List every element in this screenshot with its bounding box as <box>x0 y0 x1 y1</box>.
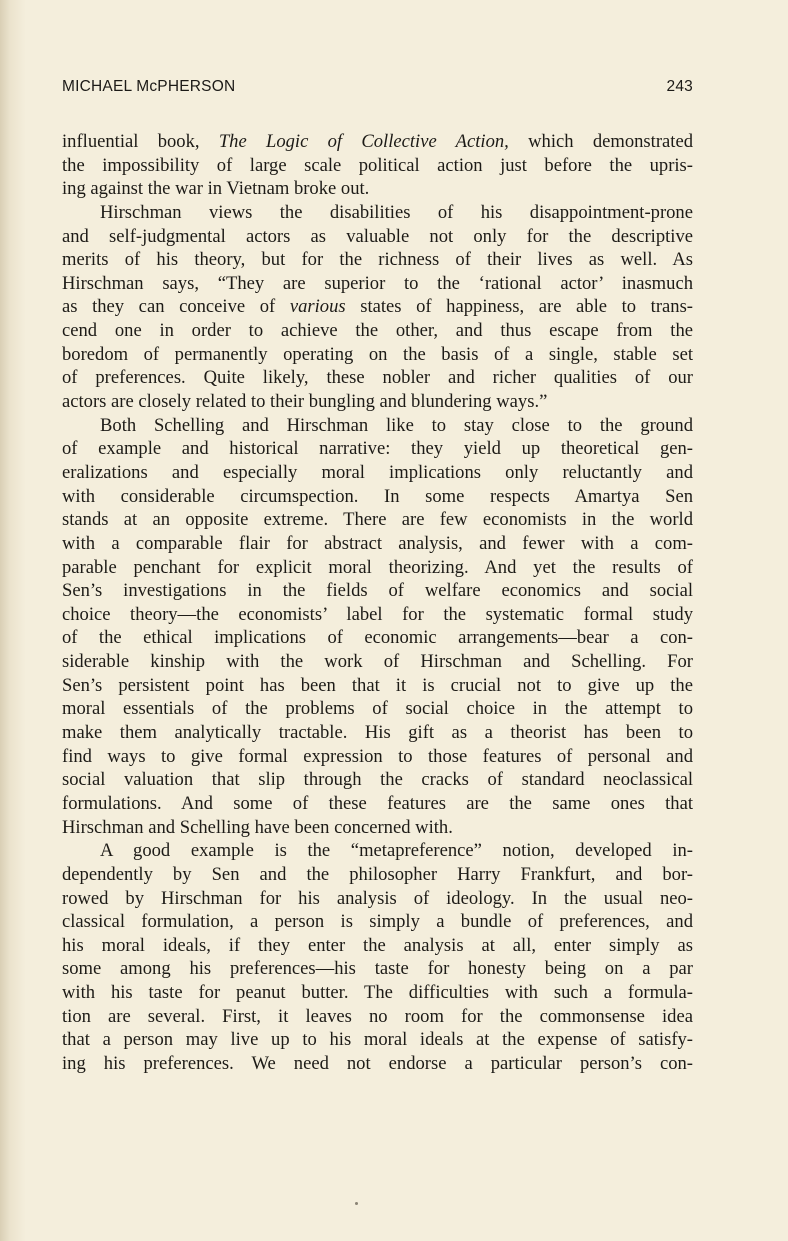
text-line: that a person may live up to his moral ideals at the expense of satisfy- <box>62 1029 693 1051</box>
text-line: of preferences. Quite likely, these nobler and richer qualities of our <box>62 367 693 389</box>
text-line: actors are closely related to their bungling and blundering ways.” <box>62 391 548 413</box>
paragraph-start: Hirschman views the disabilities of his disappointment-prone <box>100 201 693 223</box>
text-line: Hirschman and Schelling have been concerned with. <box>62 816 453 838</box>
text-line: tion are several. First, it leaves no room for the commonsense idea <box>62 1005 693 1027</box>
text-line: find ways to give formal expression to those features of personal and <box>62 745 693 767</box>
text-line: eralizations and especially moral implications only reluctantly and <box>62 461 693 483</box>
text-line: merits of his theory, but for the richness of their lives as well. As <box>62 249 693 271</box>
paper-speck <box>355 1202 358 1205</box>
text-line: with considerable circumspection. In some respects Amartya Sen <box>62 485 693 507</box>
text-line: ing against the war in Vietnam broke out. <box>62 178 370 200</box>
text-line: formulations. And some of these features are the same ones that <box>62 792 693 814</box>
text-line: his moral ideals, if they enter the analysis at all, enter simply as <box>62 934 693 956</box>
text-line: make them analytically tractable. His gift as a theorist has been to <box>62 722 693 744</box>
text-line: some among his preferences—his taste for honesty being on a par <box>62 958 693 980</box>
text-line: the impossibility of large scale political action just before the upris- <box>62 154 693 176</box>
text-line: of the ethical implications of economic arrangements—bear a con- <box>62 627 693 649</box>
text-line: parable penchant for explicit moral theorizing. And yet the results of <box>62 556 693 578</box>
text-line: classical formulation, a person is simply a bundle of preferences, and <box>62 911 693 933</box>
emphasis: various <box>289 296 346 318</box>
text-line: Hirschman says, “They are superior to the ‘rational actor’ inasmuch <box>62 272 693 294</box>
text-line: stands at an opposite extreme. There are few economists in the world <box>62 509 693 531</box>
text-line: with his taste for peanut butter. The difficulties with such a formula- <box>62 982 693 1004</box>
text-line: Sen’s persistent point has been that it is crucial not to give up the <box>62 674 693 696</box>
text-line: ing his preferences. We need not endorse a particular person’s con- <box>62 1052 693 1074</box>
text-line: influential book, The Logic of Collective Action, which demonstrated <box>62 131 693 152</box>
text-line: rowed by Hirschman for his analysis of ideology. In the usual neo- <box>62 887 693 909</box>
text-line: Sen’s investigations in the fields of welfare economics and social <box>62 580 693 602</box>
paragraph-start: A good example is the “metapreference” notion, developed in- <box>100 840 693 862</box>
body-text <box>62 130 693 1076</box>
running-head: MICHAEL McPHERSON <box>62 78 236 95</box>
text-line: with a comparable flair for abstract analysis, and fewer with a com- <box>62 532 693 554</box>
text-line: as they can conceive of various states of happiness, are able to trans- <box>62 296 693 318</box>
text-line: cend one in order to achieve the other, and thus escape from the <box>62 320 693 342</box>
book-title: The Logic of Collective Action, <box>218 131 509 152</box>
text-line: boredom of permanently operating on the basis of a single, stable set <box>62 343 693 365</box>
text-line: dependently by Sen and the philosopher Harry Frankfurt, and bor- <box>62 863 693 885</box>
page-number: 243 <box>666 78 693 95</box>
text-line: moral essentials of the problems of social choice in the attempt to <box>62 698 693 720</box>
text-line: siderable kinship with the work of Hirschman and Schelling. For <box>62 651 693 673</box>
text-line: social valuation that slip through the cracks of standard neoclassical <box>62 769 693 791</box>
text-line: and self-judgmental actors as valuable not only for the descriptive <box>62 225 693 247</box>
text-line: choice theory—the economists’ label for the systematic formal study <box>62 603 693 625</box>
text-line: of example and historical narrative: they yield up theoretical gen- <box>62 438 693 460</box>
paragraph-start: Both Schelling and Hirschman like to stay close to the ground <box>100 414 693 436</box>
